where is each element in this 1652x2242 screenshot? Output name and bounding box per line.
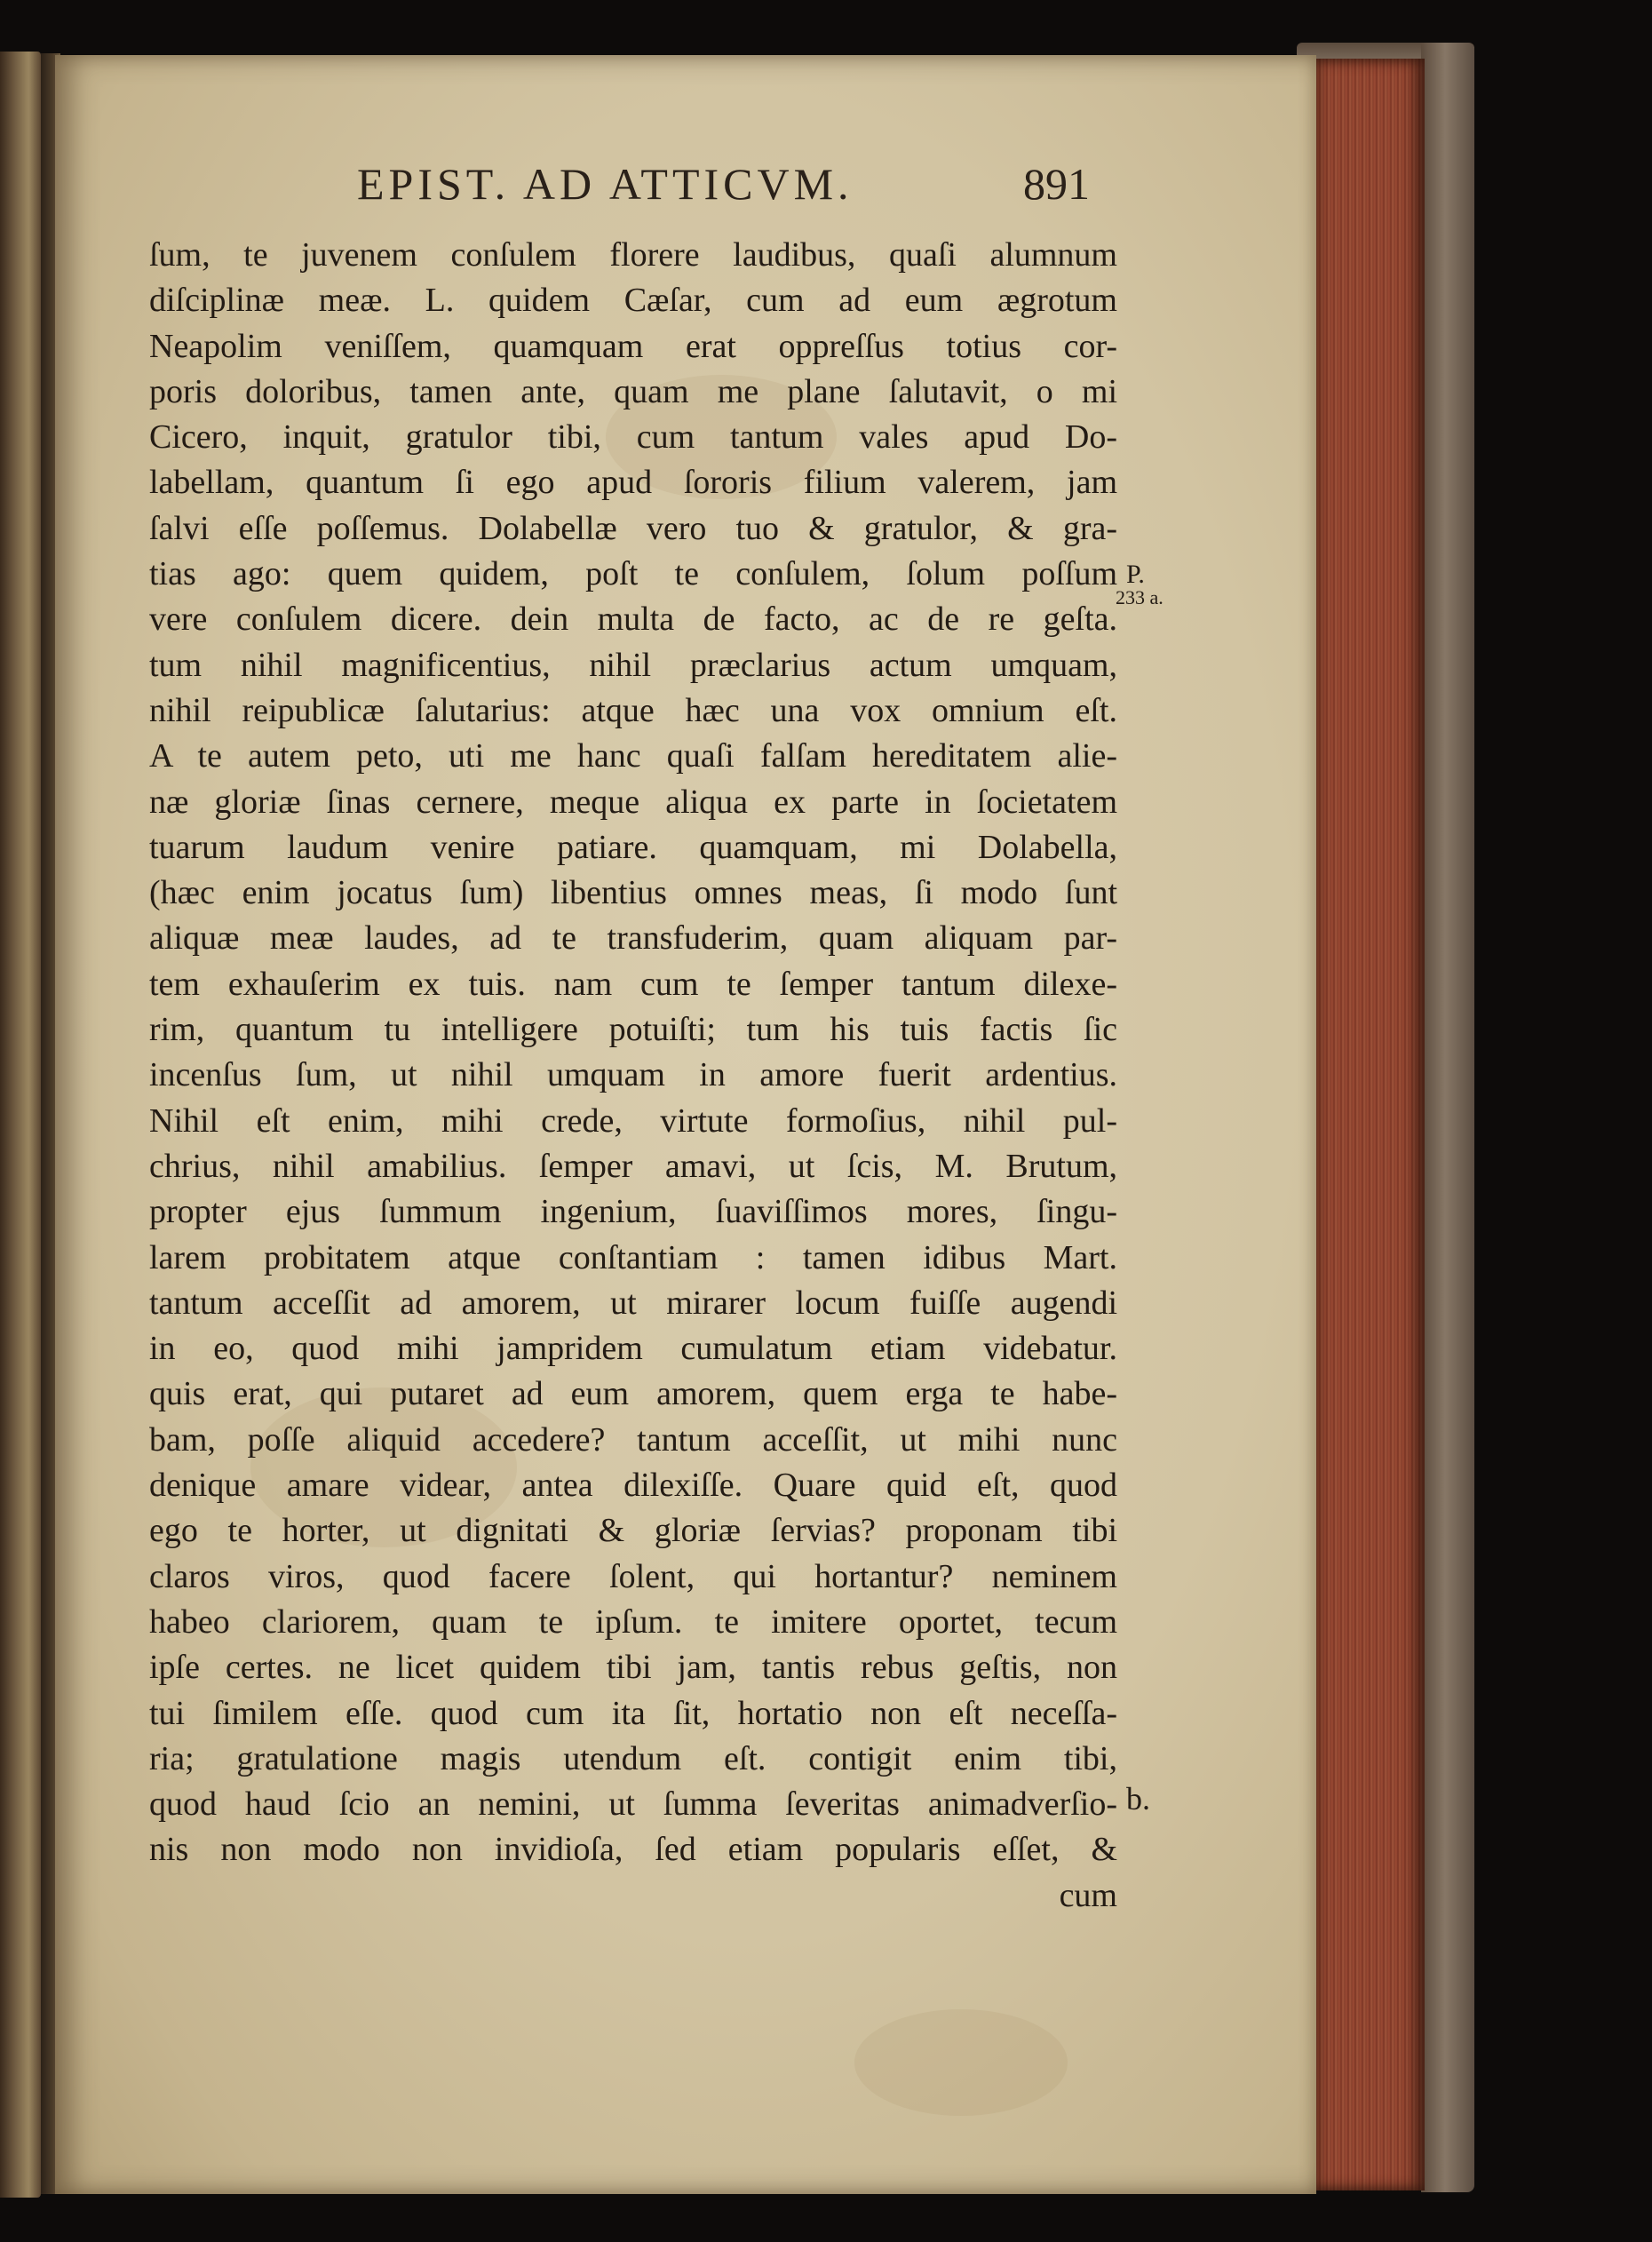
text-line: ſum, te juvenem conſulem florere laudibus, quaſi alumnum xyxy=(149,236,1117,274)
margin-note-page-marker: P. xyxy=(1126,560,1145,589)
paper-stain xyxy=(854,2009,1068,2116)
back-cover xyxy=(1421,43,1474,2192)
page-number: 891 xyxy=(1023,159,1090,209)
text-line: labellam, quantum ſi ego apud ſororis filium valerem, jam xyxy=(149,464,1117,502)
text-line: bam, poſſe aliquid accedere? tantum acceſſit, ut mihi nunc xyxy=(149,1420,1117,1459)
text-line: poris doloribus, tamen ante, quam me plane ſalutavit, o mi xyxy=(149,372,1117,410)
text-line: tem exhauſerim ex tuis. nam cum te ſemper tantum dilexe- xyxy=(149,965,1117,1003)
margin-note-section-b: b. xyxy=(1126,1781,1150,1817)
text-line: claros viros, quod facere ſolent, qui hortantur? neminem xyxy=(149,1557,1117,1595)
letter-text xyxy=(149,233,1117,1919)
text-line: Neapolim veniſſem, quamquam erat oppreſſus totius cor- xyxy=(149,327,1117,365)
text-line: in eo, quod mihi jampridem cumulatum etiam videbatur. xyxy=(149,1330,1117,1368)
running-title: EPIST. AD ATTICVM. xyxy=(357,159,854,209)
text-line: quod haud ſcio an nemini, ut ſumma ſeveritas animadverſio- xyxy=(149,1785,1117,1824)
text-line: Cicero, inquit, gratulor tibi, cum tantum vales apud Do- xyxy=(149,418,1117,457)
page-block-edges xyxy=(1309,59,1425,2190)
text-line: rim, quantum tu intelligere potuiſti; tum his tuis factis ſic xyxy=(149,1011,1117,1049)
text-line: ria; gratulatione magis utendum eſt. contigit enim tibi, xyxy=(149,1739,1117,1777)
margin-note-page-ref: 233 a. xyxy=(1116,586,1164,608)
text-line: tui ſimilem eſſe. quod cum ita ſit, hortatio non eſt neceſſa- xyxy=(149,1694,1117,1732)
text-line: nis non modo non invidioſa, ſed etiam popularis eſſet, & xyxy=(149,1831,1117,1869)
text-line: habeo clariorem, quam te ipſum. te imitere oportet, tecum xyxy=(149,1602,1117,1641)
facing-page-edge xyxy=(0,52,41,2198)
text-line: denique amare videar, antea dilexiſſe. Quare quid eſt, quod xyxy=(149,1467,1117,1505)
text-line: tias ago: quem quidem, poſt te conſulem, ſolum poſſum xyxy=(149,555,1117,593)
text-line: vere conſulem dicere. dein multa de facto, ac de re geſta. xyxy=(149,600,1117,639)
text-line: nihil reipublicæ ſalutarius: atque hæc una vox omnium eſt. xyxy=(149,691,1117,729)
text-line: tuarum laudum venire patiare. quamquam, mi Dolabella, xyxy=(149,828,1117,866)
text-line: ſalvi eſſe poſſemus. Dolabellæ vero tuo & gratulor, & gra- xyxy=(149,509,1117,547)
text-line: tantum acceſſit ad amorem, ut mirarer locum fuiſſe augendi xyxy=(149,1284,1117,1322)
text-line: chrius, nihil amabilius. ſemper amavi, ut ſcis, M. Brutum, xyxy=(149,1147,1117,1185)
text-line: quis erat, qui putaret ad eum amorem, quem erga te habe- xyxy=(149,1375,1117,1413)
page-header xyxy=(55,158,1316,220)
catchword: cum xyxy=(1059,1876,1117,1914)
text-line: tum nihil magnificentius, nihil præclarius actum umquam, xyxy=(149,646,1117,684)
text-line: aliquæ meæ laudes, ad te transfuderim, quam aliquam par- xyxy=(149,919,1117,958)
text-line: ego te horter, ut dignitati & gloriæ ſervias? proponam tibi xyxy=(149,1512,1117,1550)
text-line: diſciplinæ meæ. L. quidem Cæſar, cum ad eum ægrotum xyxy=(149,282,1117,320)
text-line: ipſe certes. ne licet quidem tibi jam, tantis rebus geſtis, non xyxy=(149,1649,1117,1687)
text-line: incenſus ſum, ut nihil umquam in amore fuerit ardentius. xyxy=(149,1056,1117,1094)
text-line: Nihil eſt enim, mihi crede, virtute formoſius, nihil pul- xyxy=(149,1101,1117,1140)
text-line: næ gloriæ ſinas cernere, meque aliqua ex parte in ſocietatem xyxy=(149,783,1117,821)
text-line: larem probitatem atque conſtantiam : tamen idibus Mart. xyxy=(149,1238,1117,1276)
text-line: (hæc enim jocatus ſum) libentius omnes meas, ſi modo ſunt xyxy=(149,874,1117,912)
text-line: propter ejus ſummum ingenium, ſuaviſſimos mores, ſingu- xyxy=(149,1193,1117,1231)
text-line: A te autem peto, uti me hanc quaſi falſam hereditatem alie- xyxy=(149,737,1117,775)
